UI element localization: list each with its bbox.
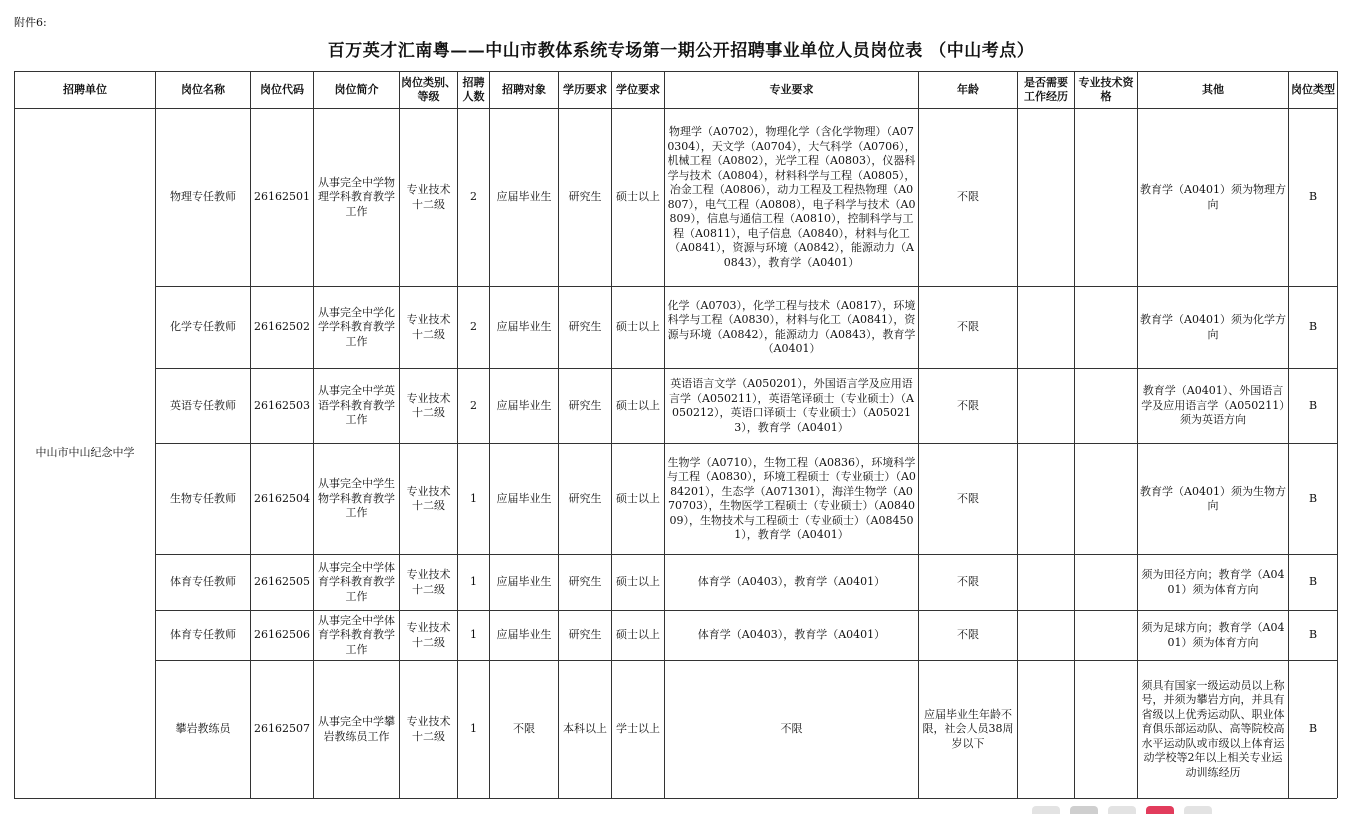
position-intro: 从事完全中学物理学科教育教学工作 [314,109,400,287]
attachment-label: 附件6: [14,16,47,29]
position-category: 专业技术十二级 [400,444,458,555]
header-education: 学历要求 [559,72,612,109]
viewer-status-chips [1032,806,1212,814]
unit-cell: 中山市中山纪念中学 [15,109,156,799]
header-other: 其他 [1138,72,1289,109]
position-name: 化学专任教师 [156,287,251,369]
degree-requirement: 硕士以上 [612,287,665,369]
hire-target: 不限 [490,661,559,799]
position-category: 专业技术十二级 [400,369,458,444]
position-code: 26162502 [251,287,314,369]
header-row [15,72,1338,109]
hire-count: 2 [458,287,490,369]
hire-target: 应届毕业生 [490,611,559,661]
age-requirement: 不限 [919,611,1018,661]
hire-target: 应届毕业生 [490,109,559,287]
education-requirement: 研究生 [559,611,612,661]
hire-count: 1 [458,661,490,799]
position-intro: 从事完全中学化学学科教育教学工作 [314,287,400,369]
hire-count: 2 [458,109,490,287]
positions-table [14,71,1338,799]
position-type: B [1289,369,1338,444]
major-requirement: 生物学（A0710），生物工程（A0836），环境科学与工程（A0830），环境工程硕士（专业硕士）（A084201），生态学（A071301），海洋生物学（A070703），生物医学工程硕士（专业硕士）（A084009），生物技术与工程硕士（专业硕士）（A084501），教育学（A0401） [665,444,919,555]
table-row [15,555,1338,611]
major-requirement: 不限 [665,661,919,799]
degree-requirement: 硕士以上 [612,611,665,661]
other-requirement: 须具有国家一级运动员以上称号，并须为攀岩方向，并具有省级以上优秀运动队、职业体育俱乐部运动队、高等院校高水平运动队或市级以上体育运动学校等2年以上相关专业运动训练经历 [1138,661,1289,799]
position-category: 专业技术十二级 [400,611,458,661]
hire-target: 应届毕业生 [490,444,559,555]
header-age: 年龄 [919,72,1018,109]
degree-requirement: 硕士以上 [612,555,665,611]
major-requirement: 体育学（A0403），教育学（A0401） [665,555,919,611]
header-type: 岗位类型 [1289,72,1338,109]
major-requirement: 英语语言文学（A050201），外国语言学及应用语言学（A050211），英语笔译硕士（专业硕士）（A050212），英语口译硕士（专业硕士）（A050213），教育学（A0401） [665,369,919,444]
position-name: 体育专任教师 [156,555,251,611]
position-category: 专业技术十二级 [400,555,458,611]
degree-requirement: 硕士以上 [612,444,665,555]
degree-requirement: 硕士以上 [612,369,665,444]
hire-count: 1 [458,611,490,661]
experience-requirement [1018,444,1075,555]
major-requirement: 化学（A0703），化学工程与技术（A0817），环境科学与工程（A0830），材料与化工（A0841），资源与环境（A0842），能源动力（A0843），教育学（A0401） [665,287,919,369]
hire-count: 2 [458,369,490,444]
experience-requirement [1018,369,1075,444]
position-intro: 从事完全中学生物学科教育教学工作 [314,444,400,555]
position-category: 专业技术十二级 [400,661,458,799]
table-row [15,444,1338,555]
experience-requirement [1018,555,1075,611]
other-requirement: 教育学（A0401）须为物理方向 [1138,109,1289,287]
table-row [15,369,1338,444]
position-intro: 从事完全中学攀岩教练员工作 [314,661,400,799]
degree-requirement: 硕士以上 [612,109,665,287]
position-name: 攀岩教练员 [156,661,251,799]
experience-requirement [1018,287,1075,369]
major-requirement: 体育学（A0403），教育学（A0401） [665,611,919,661]
education-requirement: 研究生 [559,369,612,444]
position-code: 26162505 [251,555,314,611]
header-target: 招聘对象 [490,72,559,109]
position-code: 26162506 [251,611,314,661]
header-count: 招聘人数 [458,72,490,109]
header-intro: 岗位简介 [314,72,400,109]
age-requirement: 不限 [919,444,1018,555]
position-name: 生物专任教师 [156,444,251,555]
age-requirement: 不限 [919,109,1018,287]
status-chip [1146,806,1174,814]
position-name: 物理专任教师 [156,109,251,287]
education-requirement: 研究生 [559,555,612,611]
other-requirement: 教育学（A0401）须为生物方向 [1138,444,1289,555]
header-degree: 学位要求 [612,72,665,109]
other-requirement: 须为田径方向；教育学（A0401）须为体育方向 [1138,555,1289,611]
document-title: 百万英才汇南粤——中山市教体系统专场第一期公开招聘事业单位人员岗位表 （中山考点） [327,41,1035,61]
age-requirement: 不限 [919,369,1018,444]
qualification-requirement [1075,109,1138,287]
qualification-requirement [1075,661,1138,799]
hire-target: 应届毕业生 [490,555,559,611]
education-requirement: 研究生 [559,287,612,369]
position-type: B [1289,555,1338,611]
experience-requirement [1018,661,1075,799]
age-requirement: 不限 [919,287,1018,369]
position-intro: 从事完全中学英语学科教育教学工作 [314,369,400,444]
position-name: 英语专任教师 [156,369,251,444]
position-code: 26162501 [251,109,314,287]
education-requirement: 研究生 [559,109,612,287]
position-type: B [1289,611,1338,661]
major-requirement: 物理学（A0702），物理化学（含化学物理）（A070304），天文学（A0704），大气科学（A0706），机械工程（A0802），光学工程（A0803），仪器科学与技术（A0804），材料科学与工程（A0805），冶金工程（A0806），动力工程及工程热物理（A0807），电气工程（A0808），电子科学与技术（A0809），信息与通信工程（A0810），控制科学与工程（A0811），电子信息（A0840），材料与化工（A0841），资源与环境（A0842），能源动力（A0843），教育学（A0401） [665,109,919,287]
header-qualification: 专业技术资格 [1075,72,1138,109]
other-requirement: 教育学（A0401）须为化学方向 [1138,287,1289,369]
position-type: B [1289,287,1338,369]
experience-requirement [1018,109,1075,287]
other-requirement: 须为足球方向；教育学（A0401）须为体育方向 [1138,611,1289,661]
table-row [15,611,1338,661]
table-row [15,109,1338,287]
status-chip [1032,806,1060,814]
position-category: 专业技术十二级 [400,109,458,287]
position-type: B [1289,661,1338,799]
status-chip [1184,806,1212,814]
age-requirement: 不限 [919,555,1018,611]
table-row [15,287,1338,369]
table-row [15,661,1338,799]
qualification-requirement [1075,611,1138,661]
qualification-requirement [1075,555,1138,611]
other-requirement: 教育学（A0401）、外国语言学及应用语言学（A050211）须为英语方向 [1138,369,1289,444]
position-intro: 从事完全中学体育学科教育教学工作 [314,555,400,611]
experience-requirement [1018,611,1075,661]
header-experience: 是否需要工作经历 [1018,72,1075,109]
position-category: 专业技术十二级 [400,287,458,369]
hire-target: 应届毕业生 [490,287,559,369]
degree-requirement: 学士以上 [612,661,665,799]
education-requirement: 研究生 [559,444,612,555]
table-bottom-rule [14,798,1337,799]
hire-target: 应届毕业生 [490,369,559,444]
qualification-requirement [1075,369,1138,444]
education-requirement: 本科以上 [559,661,612,799]
status-chip [1108,806,1136,814]
qualification-requirement [1075,444,1138,555]
position-code: 26162503 [251,369,314,444]
position-type: B [1289,444,1338,555]
header-unit: 招聘单位 [15,72,156,109]
hire-count: 1 [458,555,490,611]
position-type: B [1289,109,1338,287]
position-name: 体育专任教师 [156,611,251,661]
header-category: 岗位类别、等级 [400,72,458,109]
position-intro: 从事完全中学体育学科教育教学工作 [314,611,400,661]
qualification-requirement [1075,287,1138,369]
header-position-name: 岗位名称 [156,72,251,109]
status-chip [1070,806,1098,814]
position-code: 26162504 [251,444,314,555]
position-code: 26162507 [251,661,314,799]
hire-count: 1 [458,444,490,555]
header-major: 专业要求 [665,72,919,109]
header-position-code: 岗位代码 [251,72,314,109]
age-requirement: 应届毕业生年龄不限，社会人员38周岁以下 [919,661,1018,799]
